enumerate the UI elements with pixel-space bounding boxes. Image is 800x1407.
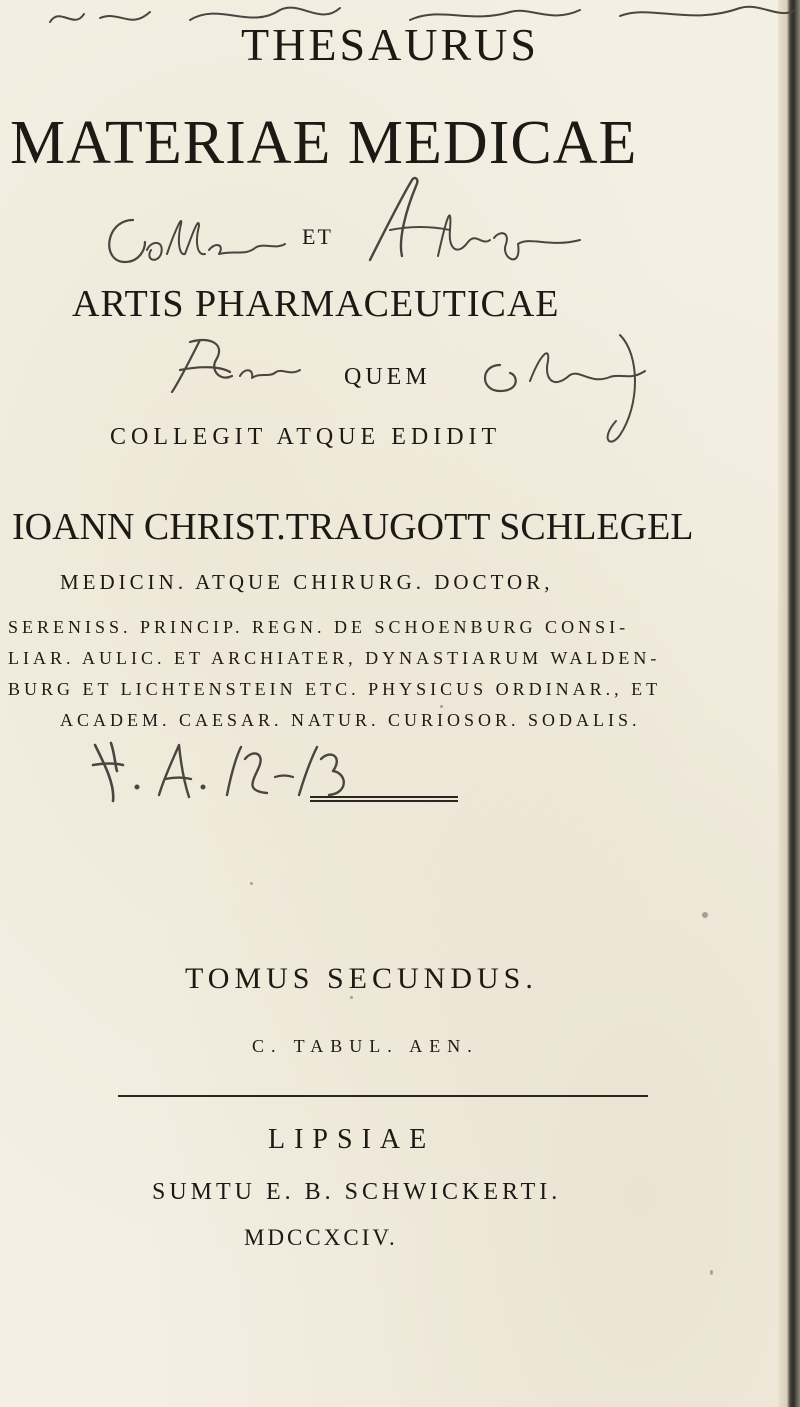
imprint-place: LIPSIAE — [268, 1124, 436, 1155]
paper-speck — [250, 882, 253, 885]
paper-speck — [440, 705, 443, 708]
author-degree: MEDICIN. ATQUE CHIRURG. DOCTOR, — [60, 570, 554, 594]
paper-speck — [350, 996, 353, 999]
handwritten-shelfmark — [85, 735, 365, 805]
conjunction-et: ET — [302, 224, 333, 249]
paper-speck — [710, 1270, 713, 1275]
paper-speck — [702, 912, 708, 918]
plates-note: C. TABUL. AEN. — [252, 1036, 479, 1056]
author-offices-line: SERENISS. PRINCIP. REGN. DE SCHOENBURG CONSI- — [8, 617, 630, 637]
author-name: IOANN CHRIST.TRAUGOTT SCHLEGEL — [12, 506, 694, 548]
author-offices-line: ACADEM. CAESAR. NATUR. CURIOSOR. SODALIS. — [60, 710, 641, 730]
handwritten-annotation-3 — [160, 330, 320, 400]
title-artis-pharmaceuticae: ARTIS PHARMACEUTICAE — [72, 283, 560, 325]
imprint-year: MDCCXCIV. — [244, 1225, 398, 1250]
volume-label: TOMUS SECUNDUS. — [185, 962, 538, 995]
author-offices-line: BURG ET LICHTENSTEIN ETC. PHYSICUS ORDINAR., ET — [8, 679, 662, 699]
handwritten-annotation-1 — [95, 210, 295, 270]
title-materiae-medicae: MATERIAE MEDICAE — [10, 109, 638, 177]
title-thesaurus: THESAURUS — [241, 19, 539, 70]
imprint-publisher: SUMTU E. B. SCHWICKERTI. — [152, 1179, 562, 1205]
double-rule-divider — [310, 796, 458, 798]
word-quem: QUEM — [344, 364, 431, 390]
book-binding-edge — [778, 0, 800, 1407]
collegit-line: COLLEGIT ATQUE EDIDIT — [110, 424, 502, 450]
rule-divider — [118, 1095, 648, 1097]
author-offices-line: LIAR. AULIC. ET ARCHIATER, DYNASTIARUM WALDEN- — [8, 648, 661, 668]
